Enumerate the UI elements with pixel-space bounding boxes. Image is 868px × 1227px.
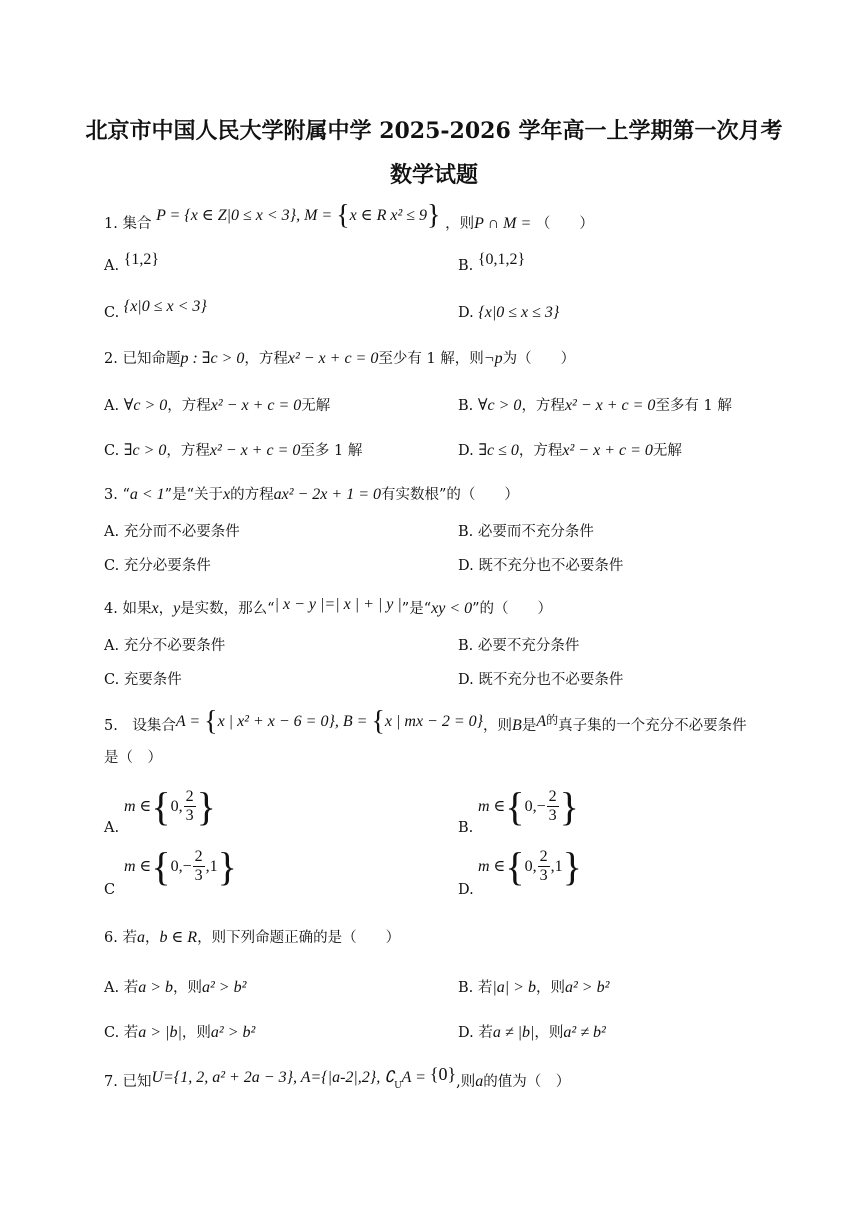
q4-option-a: A. 充分不必要条件: [104, 638, 226, 654]
q1-set-m: x ∈ R x² ≤ 9: [349, 207, 428, 224]
q6-option-c: C. 若a > |b|，则a² > b²: [104, 1024, 256, 1041]
q1-option-c: C. {x|0 ≤ x < 3}: [104, 298, 207, 321]
question-2: 2. 已知命题p : ∃c > 0，方程x² − x + c = 0至少有 1 解，则¬p为（ ）: [104, 350, 576, 367]
q2-option-d: D. ∃c ≤ 0，方程x² − x + c = 0无解: [458, 442, 682, 459]
q1-mid: ，则: [445, 216, 475, 232]
question-6: 6. 若a，b ∈ R，则下列命题正确的是（ ）: [104, 929, 401, 946]
q1-expr: P ∩ M =: [474, 215, 532, 232]
q1-brace: {: [336, 200, 350, 231]
q2-option-c: C. ∃c > 0，方程x² − x + c = 0至多 1 解: [104, 442, 363, 459]
q4-option-b: B. 必要不充分条件: [458, 638, 580, 654]
q6-option-a: A. 若a > b，则a² > b²: [104, 979, 247, 996]
q6-option-d: D. 若a ≠ |b|，则a² ≠ b²: [458, 1024, 606, 1041]
question-1: [104, 200, 594, 234]
question-3: 3. “a < 1”是“关于x的方程ax² − 2x + 1 = 0有实数根”的（ ）: [104, 486, 519, 503]
question-5: 5. 设集合A = {x | x² + x − 6 = 0}, B = {x | mx − 2 = 0}，则B是$A^的$真子集的一个充分不必要条件: [104, 706, 747, 737]
question-7: 7. 已知U={1, 2, a² + 2a − 3}, A={|a-2|,2}, ∁UA = {0},则a的值为（ ）: [104, 1064, 571, 1091]
q1-brace-close: }: [427, 200, 441, 231]
q1-option-d: D. {x|0 ≤ x ≤ 3}: [458, 304, 560, 321]
document-title-line-2: 数学试题: [389, 162, 478, 188]
question-4: 4. 如果x，y是实数，那么“| x − y |=| x | + | y |”是“xy < 0”的（ ）: [104, 596, 553, 617]
q1-option-b: B. {0,1,2}: [458, 251, 526, 274]
q4-option-d: D. 既不充分也不必要条件: [458, 672, 624, 688]
q4-option-c: C. 充要条件: [104, 672, 182, 688]
q3-option-a: A. 充分而不必要条件: [104, 524, 240, 540]
q3-option-b: B. 必要而不充分条件: [458, 524, 594, 540]
q2-option-a: A. ∀c > 0，方程x² − x + c = 0无解: [104, 397, 331, 414]
q2-option-b: B. ∀c > 0，方程x² − x + c = 0至多有 1 解: [458, 397, 732, 414]
question-5-line-2: 是（ ）: [104, 750, 162, 766]
q6-option-b: B. 若|a| > b，则a² > b²: [458, 979, 610, 996]
q1-blank: （ ）: [535, 216, 594, 232]
q1-prefix: 1. 集合: [104, 216, 152, 232]
q3-option-c: C. 充分必要条件: [104, 558, 211, 574]
document-title-line-1: 北京市中国人民大学附属中学 2025-2026 学年高一上学期第一次月考: [85, 118, 783, 144]
q1-set-p: P = {x ∈ Z|0 ≤ x < 3}, M =: [156, 207, 337, 224]
q1-option-a: A. {1,2}: [104, 251, 160, 274]
q3-option-d: D. 既不充分也不必要条件: [458, 558, 624, 574]
